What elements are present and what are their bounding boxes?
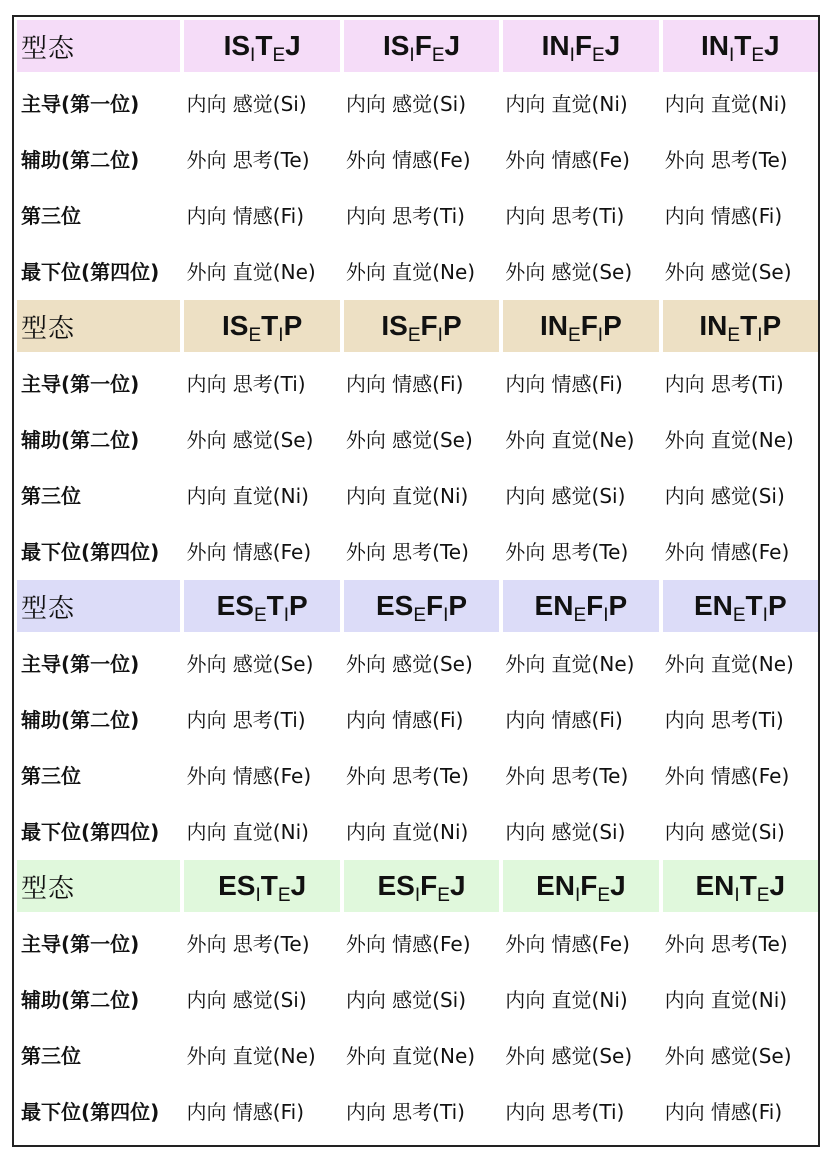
- type-code: [503, 20, 658, 72]
- function-cell: 外向 感觉(Se): [345, 427, 473, 452]
- type-code-subscript: I: [597, 325, 604, 346]
- type-code-letters: IN: [700, 30, 729, 61]
- function-cell: 内向 直觉(Ni): [505, 91, 628, 116]
- function-cell: 外向 情感(Fe): [505, 147, 630, 172]
- type-code-letters: T: [740, 310, 758, 341]
- type-code-letters: IS: [222, 310, 249, 341]
- type-code-letters: J: [610, 870, 626, 901]
- function-cell: 内向 情感(Fi): [345, 707, 464, 732]
- type-code-letters: IN: [699, 310, 728, 341]
- type-code-letters: IN: [541, 30, 570, 61]
- type-code-letters: P: [283, 310, 303, 341]
- type-header-label: 型态: [17, 580, 180, 632]
- type-header-row: [17, 300, 818, 352]
- table-frame: [12, 15, 820, 1147]
- type-code-subscript: I: [255, 885, 261, 906]
- function-position-label: 主导(第一位): [21, 651, 140, 676]
- type-header-row: [17, 20, 818, 72]
- type-code-letters: F: [420, 870, 438, 901]
- type-code-subscript: E: [431, 45, 445, 66]
- function-cell: 内向 情感(Fi): [505, 707, 623, 732]
- function-cell: 外向 感觉(Se): [505, 1043, 633, 1068]
- type-code-letters: J: [285, 30, 301, 61]
- function-cell: 外向 情感(Fe): [186, 539, 312, 564]
- function-cell: 外向 思考(Te): [345, 763, 469, 788]
- function-cell: 内向 感觉(Si): [186, 987, 307, 1012]
- type-header-label: 型态: [17, 20, 180, 72]
- type-code: [184, 20, 339, 72]
- function-cell: 外向 直觉(Ne): [505, 651, 635, 676]
- function-cell: 内向 感觉(Si): [345, 987, 467, 1012]
- type-code-subscript: E: [751, 45, 765, 66]
- function-cell: 内向 思考(Ti): [664, 371, 784, 396]
- type-code-subscript: E: [413, 605, 426, 626]
- function-cell: 外向 感觉(Se): [345, 651, 473, 676]
- function-position-label: 第三位: [21, 763, 81, 788]
- function-cell: 内向 情感(Fi): [186, 1099, 305, 1124]
- function-position-label: 最下位(第四位): [21, 819, 160, 844]
- type-code-subscript: E: [591, 45, 605, 66]
- type-code-subscript: I: [409, 45, 415, 66]
- function-cell: 外向 直觉(Ne): [186, 259, 316, 284]
- type-code-letters: T: [739, 870, 757, 901]
- function-cell: 内向 思考(Ti): [664, 707, 784, 732]
- function-cell: 外向 感觉(Se): [186, 651, 314, 676]
- function-cell: 内向 感觉(Si): [505, 483, 626, 508]
- function-cell: 内向 情感(Fi): [505, 371, 623, 396]
- type-code: [663, 20, 818, 72]
- type-code-subscript: E: [248, 325, 262, 346]
- type-code-letters: EN: [693, 590, 733, 621]
- function-position-label: 最下位(第四位): [21, 1099, 160, 1124]
- type-code-letters: F: [586, 590, 604, 621]
- function-position-label: 辅助(第二位): [21, 427, 140, 452]
- function-row-tertiary: [17, 468, 818, 520]
- function-row-inferior: [17, 524, 818, 576]
- type-code-letters: J: [604, 30, 621, 61]
- function-position-label: 第三位: [21, 1043, 81, 1068]
- function-row-dominant: [17, 636, 818, 688]
- function-row-dominant: [17, 76, 818, 128]
- type-code-letters: T: [255, 30, 273, 61]
- function-cell: 内向 感觉(Si): [505, 819, 626, 844]
- type-code-letters: F: [414, 30, 432, 61]
- type-code-letters: T: [261, 310, 279, 341]
- type-code-subscript: I: [437, 325, 443, 346]
- type-code-letters: F: [574, 30, 592, 61]
- type-code-subscript: I: [757, 325, 763, 346]
- type-code-letters: IS: [381, 310, 408, 341]
- type-code-letters: P: [767, 590, 787, 621]
- mbti-function-table: [13, 16, 822, 1140]
- function-cell: 外向 感觉(Se): [664, 259, 792, 284]
- function-cell: 内向 思考(Ti): [345, 203, 465, 228]
- type-code-subscript: I: [283, 605, 290, 626]
- type-code-subscript: E: [597, 885, 611, 906]
- function-cell: 内向 感觉(Si): [345, 91, 467, 116]
- type-code-letters: F: [580, 310, 598, 341]
- type-code-letters: J: [764, 30, 780, 61]
- type-code-letters: F: [580, 870, 598, 901]
- type-code-letters: IN: [540, 310, 568, 341]
- type-code: [663, 860, 818, 912]
- function-cell: 外向 情感(Fe): [664, 539, 790, 564]
- function-row-auxiliary: [17, 132, 818, 184]
- type-code-subscript: I: [443, 605, 449, 626]
- type-code-letters: P: [448, 590, 468, 621]
- function-row-dominant: [17, 356, 818, 408]
- function-cell: 外向 直觉(Ne): [664, 651, 794, 676]
- type-code-letters: EN: [536, 870, 576, 901]
- function-cell: 内向 感觉(Si): [664, 483, 785, 508]
- function-position-label: 最下位(第四位): [21, 259, 160, 284]
- function-cell: 内向 思考(Ti): [345, 1099, 465, 1124]
- type-code-subscript: I: [728, 45, 735, 66]
- type-code-subscript: I: [734, 885, 740, 906]
- type-code-letters: ES: [377, 870, 415, 901]
- function-row-auxiliary: [17, 692, 818, 744]
- type-code-subscript: I: [250, 45, 256, 66]
- function-cell: 内向 直觉(Ni): [664, 91, 788, 116]
- type-code-letters: F: [420, 310, 438, 341]
- function-cell: 内向 思考(Ti): [505, 1099, 625, 1124]
- type-code-subscript: E: [272, 45, 286, 66]
- type-header-label: 型态: [17, 300, 180, 352]
- type-code-letters: IS: [223, 30, 251, 61]
- function-position-label: 主导(第一位): [21, 931, 140, 956]
- function-cell: 内向 情感(Fi): [186, 203, 305, 228]
- function-cell: 内向 思考(Ti): [186, 371, 306, 396]
- function-position-label: 辅助(第二位): [21, 147, 140, 172]
- function-row-inferior: [17, 244, 818, 296]
- type-header-row: [17, 860, 818, 912]
- function-cell: 外向 直觉(Ne): [345, 259, 476, 284]
- function-cell: 外向 直觉(Ne): [186, 1043, 316, 1068]
- function-cell: 内向 直觉(Ni): [345, 483, 469, 508]
- type-code-letters: P: [442, 310, 462, 341]
- type-code: [184, 580, 339, 632]
- type-code: [344, 580, 499, 632]
- type-code-subscript: I: [569, 45, 575, 66]
- type-code-subscript: E: [573, 605, 587, 626]
- type-code-letters: ES: [218, 870, 256, 901]
- type-code-letters: J: [444, 30, 461, 61]
- type-code-letters: P: [289, 590, 308, 621]
- type-code-subscript: E: [277, 885, 291, 906]
- function-cell: 内向 情感(Fi): [664, 1099, 783, 1124]
- type-code-subscript: E: [568, 325, 581, 346]
- type-code: [503, 860, 658, 912]
- function-cell: 内向 直觉(Ni): [664, 987, 788, 1012]
- type-code-letters: T: [745, 590, 763, 621]
- function-position-label: 第三位: [21, 483, 81, 508]
- function-cell: 外向 情感(Fe): [345, 147, 471, 172]
- function-cell: 外向 情感(Fe): [664, 763, 790, 788]
- type-code-letters: ES: [216, 590, 254, 621]
- type-code-subscript: E: [253, 605, 267, 626]
- type-code-letters: P: [608, 590, 628, 621]
- type-code-subscript: I: [278, 325, 284, 346]
- function-cell: 内向 感觉(Si): [186, 91, 307, 116]
- type-code-letters: P: [762, 310, 782, 341]
- type-code-subscript: E: [727, 325, 741, 346]
- function-cell: 外向 情感(Fe): [505, 931, 630, 956]
- function-cell: 外向 情感(Fe): [186, 763, 312, 788]
- type-code-subscript: I: [414, 885, 421, 906]
- function-cell: 外向 思考(Te): [186, 931, 310, 956]
- function-row-dominant: [17, 916, 818, 968]
- type-code: [503, 300, 658, 352]
- function-cell: 内向 思考(Ti): [505, 203, 625, 228]
- function-row-auxiliary: [17, 972, 818, 1024]
- type-code: [184, 860, 339, 912]
- function-position-label: 主导(第一位): [21, 91, 140, 116]
- function-cell: 内向 直觉(Ni): [186, 819, 309, 844]
- function-row-inferior: [17, 804, 818, 856]
- type-code-letters: IS: [382, 30, 410, 61]
- function-cell: 内向 直觉(Ni): [186, 483, 309, 508]
- function-position-label: 最下位(第四位): [21, 539, 160, 564]
- type-header-row: [17, 580, 818, 632]
- function-cell: 外向 思考(Te): [186, 147, 310, 172]
- type-code: [663, 580, 818, 632]
- function-cell: 外向 思考(Te): [505, 763, 629, 788]
- type-code-letters: P: [603, 310, 622, 341]
- function-cell: 外向 感觉(Se): [505, 259, 633, 284]
- type-code-letters: EN: [695, 870, 735, 901]
- type-code-letters: T: [266, 590, 284, 621]
- type-code: [503, 580, 658, 632]
- function-cell: 外向 思考(Te): [664, 931, 788, 956]
- type-code-letters: EN: [534, 590, 574, 621]
- function-cell: 内向 感觉(Si): [664, 819, 785, 844]
- type-code: [344, 20, 499, 72]
- function-cell: 内向 情感(Fi): [664, 203, 783, 228]
- function-cell: 外向 直觉(Ne): [505, 427, 635, 452]
- function-cell: 内向 情感(Fi): [345, 371, 464, 396]
- type-code-letters: ES: [375, 590, 414, 621]
- type-code-letters: F: [426, 590, 444, 621]
- function-position-label: 辅助(第二位): [21, 707, 140, 732]
- type-code-subscript: I: [762, 605, 768, 626]
- type-header-label: 型态: [17, 860, 180, 912]
- type-code-subscript: I: [575, 885, 581, 906]
- type-code-letters: J: [449, 870, 466, 901]
- function-row-auxiliary: [17, 412, 818, 464]
- type-code-letters: T: [260, 870, 278, 901]
- type-code-letters: T: [734, 30, 752, 61]
- type-code-subscript: E: [756, 885, 770, 906]
- function-cell: 外向 直觉(Ne): [664, 427, 794, 452]
- function-cell: 内向 直觉(Ni): [345, 819, 469, 844]
- type-code: [344, 860, 499, 912]
- type-code-subscript: E: [407, 325, 421, 346]
- function-position-label: 主导(第一位): [21, 371, 140, 396]
- type-code: [184, 300, 339, 352]
- function-cell: 外向 情感(Fe): [345, 931, 471, 956]
- function-cell: 外向 思考(Te): [664, 147, 788, 172]
- function-cell: 外向 思考(Te): [505, 539, 629, 564]
- function-cell: 内向 直觉(Ni): [505, 987, 628, 1012]
- type-code: [663, 300, 818, 352]
- function-row-tertiary: [17, 1028, 818, 1080]
- function-cell: 内向 思考(Ti): [186, 707, 306, 732]
- function-row-tertiary: [17, 748, 818, 800]
- function-cell: 外向 感觉(Se): [664, 1043, 792, 1068]
- function-row-tertiary: [17, 188, 818, 240]
- function-cell: 外向 直觉(Ne): [345, 1043, 476, 1068]
- type-code: [344, 300, 499, 352]
- type-code-subscript: E: [437, 885, 450, 906]
- type-code-subscript: I: [603, 605, 609, 626]
- function-cell: 外向 思考(Te): [345, 539, 469, 564]
- function-row-inferior: [17, 1084, 818, 1136]
- type-code-subscript: E: [732, 605, 746, 626]
- function-position-label: 辅助(第二位): [21, 987, 140, 1012]
- function-position-label: 第三位: [21, 203, 81, 228]
- type-code-letters: J: [769, 870, 786, 901]
- function-cell: 外向 感觉(Se): [186, 427, 314, 452]
- type-code-letters: J: [290, 870, 307, 901]
